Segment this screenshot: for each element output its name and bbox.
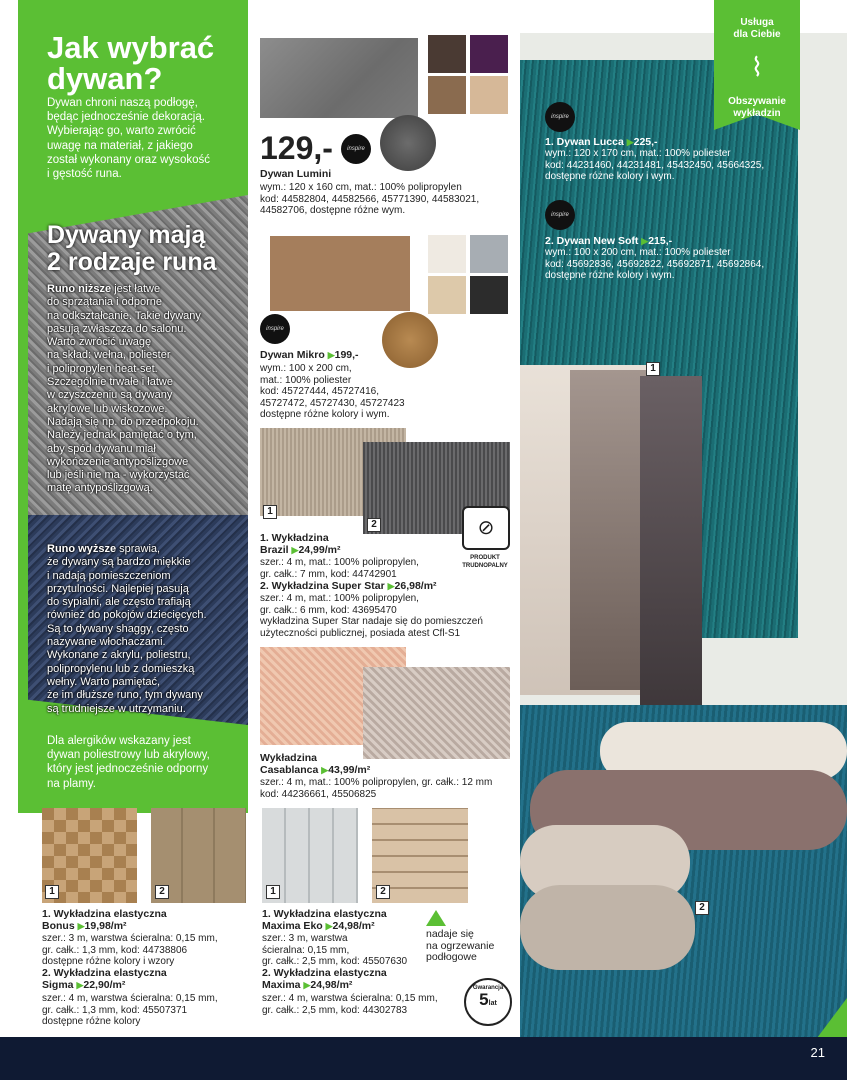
detail-line: mat.: 100% poliester <box>260 374 352 386</box>
low-pile-line: wykończenie antypoślizgowe <box>47 455 189 468</box>
arrow-icon: ▶ <box>321 765 329 775</box>
detail-line: gr. całk.: 7 mm, kod: 44742901 <box>260 568 397 580</box>
swatch-black <box>470 276 508 314</box>
arrow-icon: ▶ <box>641 236 649 246</box>
detail-line: kod: 44236661, 45506825 <box>260 788 377 800</box>
sigma-title: 2. Wykładzina elastyczna Sigma ▶22,90/m² <box>42 967 167 991</box>
high-pile-line: wełny. Warto pamiętać, <box>47 675 161 688</box>
mikro-title: Dywan Mikro ▶199,- <box>260 349 359 361</box>
detail-line: kod: 44582804, 44582566, 45771390, 44583021, <box>260 193 480 205</box>
heating-line: nadaje się <box>426 928 474 940</box>
sigma-details <box>42 993 257 1028</box>
detail-line: wym.: 120 x 170 cm, mat.: 100% poliester <box>545 148 731 159</box>
detail-line: kod: 44231460, 44231481, 45432450, 45664325, <box>545 159 765 171</box>
detail-line: gr. całk.: 1,3 mm, kod: 44738806 <box>42 944 188 956</box>
detail-line: 44582706, dostępne różne wym. <box>260 205 406 217</box>
arrow-icon: ▶ <box>327 350 335 360</box>
high-pile-line: Wykonane z akrylu, poliestru, <box>47 649 191 662</box>
inspire-logo: inspire <box>341 134 371 164</box>
heating-line: podłogowe <box>426 951 477 964</box>
rug-stack-mauve <box>570 370 650 690</box>
arrow-icon: ▶ <box>626 137 634 147</box>
intro-line: i gęstość runa. <box>47 168 122 181</box>
mikro-details <box>260 363 510 421</box>
newsoft-title: 2. Dywan New Soft ▶215,- <box>545 235 673 247</box>
detail-line: dostępne różne kolory i wym. <box>545 171 675 183</box>
low-pile-text <box>47 283 247 496</box>
casablanca-carpet-image-2 <box>363 667 510 759</box>
detail-line: wym.: 100 x 200 cm, mat.: 100% poliester <box>545 247 731 258</box>
label-1: 1 <box>266 885 280 899</box>
high-pile-line: również do pokojów dziecięcych. <box>47 609 207 622</box>
label-2: 2 <box>376 885 390 899</box>
low-pile-line: matę antypoślizgową. <box>47 482 153 495</box>
green-corner <box>817 998 847 1038</box>
detail-line: użyteczności publicznej, posiada atest Cfl-S1 <box>260 627 461 639</box>
intro-line: uwagę na materiał, z jakiego <box>47 139 193 152</box>
detail-line: 45727472, 45727430, 45727423 <box>260 397 405 409</box>
warranty-badge: Gwarancja 5lat <box>464 978 512 1026</box>
carpet-roll-icon: ⌇ <box>750 52 764 82</box>
rolled-rug-taupe <box>520 885 695 970</box>
mikro-closeup <box>382 312 438 368</box>
detail-line: dostępne różne kolory i wym. <box>545 270 675 282</box>
lead-term: Runo niższe <box>47 283 115 295</box>
lead-term: Runo wyższe <box>47 543 120 555</box>
mikro-rug-image <box>270 236 410 311</box>
intro-line: został wykonany oraz wysokość <box>47 153 210 166</box>
arrow-icon: ▶ <box>325 921 333 931</box>
newsoft-details <box>545 247 805 282</box>
heating-triangle-icon <box>426 910 446 926</box>
allergy-line: który jest jednocześnie odporny <box>47 763 209 776</box>
detail-line: dostępne różne kolory i wym. <box>260 409 390 421</box>
heating-line: na ogrzewanie <box>426 939 495 952</box>
high-pile-line: że dywany są bardzo miękkie <box>47 556 191 569</box>
high-pile-line: że im dłuższe runo, tym dywany <box>47 689 203 702</box>
brazil-title: 1. Wykładzina Brazil ▶24,99/m² <box>260 532 341 556</box>
low-pile-line: do sprzątania i odporne <box>47 296 162 309</box>
allergy-line: na plamy. <box>47 777 97 790</box>
section-heading-pile: Dywany mają 2 rodzaje runa <box>47 221 217 276</box>
arrow-icon: ▶ <box>303 980 311 990</box>
low-pile-line: Nadają się np. do przedpokoju. <box>47 415 199 428</box>
low-pile-line: pasują zwłaszcza do salonu. <box>47 322 187 335</box>
footer-bar <box>0 1037 847 1080</box>
swatch-purple <box>470 35 508 73</box>
low-pile-line: Runo niższe jest łatwe <box>47 283 161 295</box>
high-pile-line: Są to dywany shaggy, często <box>47 622 189 635</box>
swatch-beige <box>470 76 508 114</box>
detail-line: gr. całk.: 2,5 mm, kod: 45507630 <box>262 956 408 968</box>
label-1: 1 <box>263 505 277 519</box>
casablanca-details <box>260 777 520 800</box>
high-pile-line: do sypialni, ale często trafiają <box>47 596 191 609</box>
swatch-cream <box>428 235 466 273</box>
high-pile-line: polipropylenu lub z domieszką <box>47 662 195 675</box>
allergy-line: Dla alergików wskazany jest <box>47 735 191 747</box>
detail-line: szer.: 3 m, warstwa <box>262 933 348 944</box>
swatch-tan <box>428 76 466 114</box>
lumini-rug-image <box>260 38 418 118</box>
label-1: 1 <box>45 885 59 899</box>
fire-resistant-icon: ⊘ <box>462 506 510 550</box>
lucca-title: 1. Dywan Lucca ▶225,- <box>545 136 658 148</box>
low-pile-line: i polipropylen heat-set. <box>47 362 158 375</box>
intro-line: Dywan chroni naszą podłogę, <box>47 97 198 109</box>
swatch-sand <box>428 276 466 314</box>
low-pile-line: Należy jednak pamiętać o tym, <box>47 429 197 442</box>
maxima-details <box>262 993 462 1016</box>
page-number: 21 <box>810 1045 825 1060</box>
arrow-icon: ▶ <box>76 980 84 990</box>
maxima-eko-details <box>262 933 432 968</box>
photo-label-1: 1 <box>646 362 660 376</box>
high-pile-line: są trudniejsze w utrzymaniu. <box>47 702 186 715</box>
high-pile-line: Runo wyższe sprawia, <box>47 543 161 555</box>
low-pile-line: na skład: wełna, poliester <box>47 349 171 362</box>
intro-line: będąc jednocześnie dekoracją. <box>47 111 205 124</box>
detail-line: wym.: 100 x 200 cm, <box>260 363 352 374</box>
arrow-icon: ▶ <box>77 921 85 931</box>
high-pile-text <box>47 543 247 716</box>
detail-line: szer.: 4 m, warstwa ścieralna: 0,15 mm, <box>262 993 438 1004</box>
allergy-line: dywan poliestrowy lub akrylowy, <box>47 749 210 762</box>
bonus-title: 1. Wykładzina elastyczna Bonus ▶19,98/m² <box>42 908 167 932</box>
inspire-logo: inspire <box>545 102 575 132</box>
detail-line: ścieralna: 0,15 mm, <box>262 944 350 956</box>
lumini-price: 129,- <box>260 130 333 166</box>
inspire-logo: inspire <box>260 314 290 344</box>
page-title: Jak wybrać dywan? <box>47 30 215 96</box>
inspire-logo: inspire <box>545 200 575 230</box>
detail-line: gr. całk.: 1,3 mm, kod: 45507371 <box>42 1004 188 1016</box>
low-pile-line: na odkształcanie. Takie dywany <box>47 309 201 322</box>
lumini-closeup <box>380 115 436 171</box>
low-pile-line: aby spód dywanu miał <box>47 442 156 455</box>
detail-line: dostępne różne kolory i wzory <box>42 956 175 968</box>
detail-line: wykładzina Super Star nadaje się do pomieszczeń <box>260 616 483 628</box>
arrow-icon: ▶ <box>387 581 395 591</box>
lumini-details <box>260 182 510 217</box>
superstar-details <box>260 593 520 639</box>
heating-note <box>426 929 516 964</box>
detail-line: gr. całk.: 6 mm, kod: 43695470 <box>260 604 397 616</box>
swatch-brown <box>428 35 466 73</box>
detail-line: szer.: 3 m, warstwa ścieralna: 0,15 mm, <box>42 933 218 944</box>
high-pile-line: nazywane włochaczami. <box>47 636 166 649</box>
low-pile-line: Warto zwrócić uwagę <box>47 336 152 349</box>
allergy-text <box>47 734 247 791</box>
low-pile-line: w czyszczeniu są dywany <box>47 389 173 402</box>
brazil-details <box>260 557 510 580</box>
superstar-title: 2. Wykładzina Super Star ▶26,98/m² <box>260 580 437 592</box>
detail-line: kod: 45692836, 45692822, 45692871, 45692864, <box>545 258 765 270</box>
arrow-icon: ▶ <box>291 545 299 555</box>
detail-line: szer.: 4 m, warstwa ścieralna: 0,15 mm, <box>42 993 218 1004</box>
rug-stack-grey <box>640 376 702 718</box>
maxima-title: 2. Wykładzina elastyczna Maxima ▶24,98/m² <box>262 967 387 991</box>
detail-line: szer.: 4 m, mat.: 100% polipropylen, gr. całk.: 12 mm <box>260 777 493 788</box>
intro-line: Wybierając go, warto zwrócić <box>47 125 196 138</box>
swatch-grey <box>470 235 508 273</box>
service-badge-text-bottom: Obszywanie wykładzin <box>728 96 786 119</box>
low-pile-line: Szczególnie trwałe i łatwe <box>47 376 173 389</box>
detail-line: wym.: 120 x 160 cm, mat.: 100% polipropylen <box>260 182 462 193</box>
fire-label: PRODUKT TRUDNOPALNY <box>462 555 508 569</box>
lucca-details <box>545 148 805 183</box>
label-2: 2 <box>367 518 381 532</box>
maxima-eko-title: 1. Wykładzina elastyczna Maxima Eko ▶24,98/m² <box>262 908 387 932</box>
detail-line: dostępne różne kolory <box>42 1016 141 1028</box>
detail-line: szer.: 4 m, mat.: 100% polipropylen, <box>260 593 419 604</box>
high-pile-line: i nadają pomieszczeniom <box>47 569 171 582</box>
detail-line: kod: 45727444, 45727416, <box>260 386 379 398</box>
photo-label-2: 2 <box>695 901 709 915</box>
high-pile-line: przytulności. Najlepiej pasują <box>47 582 189 595</box>
service-badge-text-top: Usługa dla Ciebie <box>733 17 781 40</box>
intro-text <box>47 96 247 181</box>
lumini-name: Dywan Lumini <box>260 168 332 180</box>
casablanca-title: Wykładzina Casablanca ▶43,99/m² <box>260 752 371 776</box>
detail-line: gr. całk.: 2,5 mm, kod: 44302783 <box>262 1004 408 1016</box>
low-pile-line: akrylowe lub wiskozowe. <box>47 402 168 415</box>
low-pile-line: lub jeśli nie ma - wykorzystać <box>47 469 190 482</box>
bonus-details <box>42 933 257 968</box>
label-2: 2 <box>155 885 169 899</box>
detail-line: szer.: 4 m, mat.: 100% polipropylen, <box>260 557 419 568</box>
